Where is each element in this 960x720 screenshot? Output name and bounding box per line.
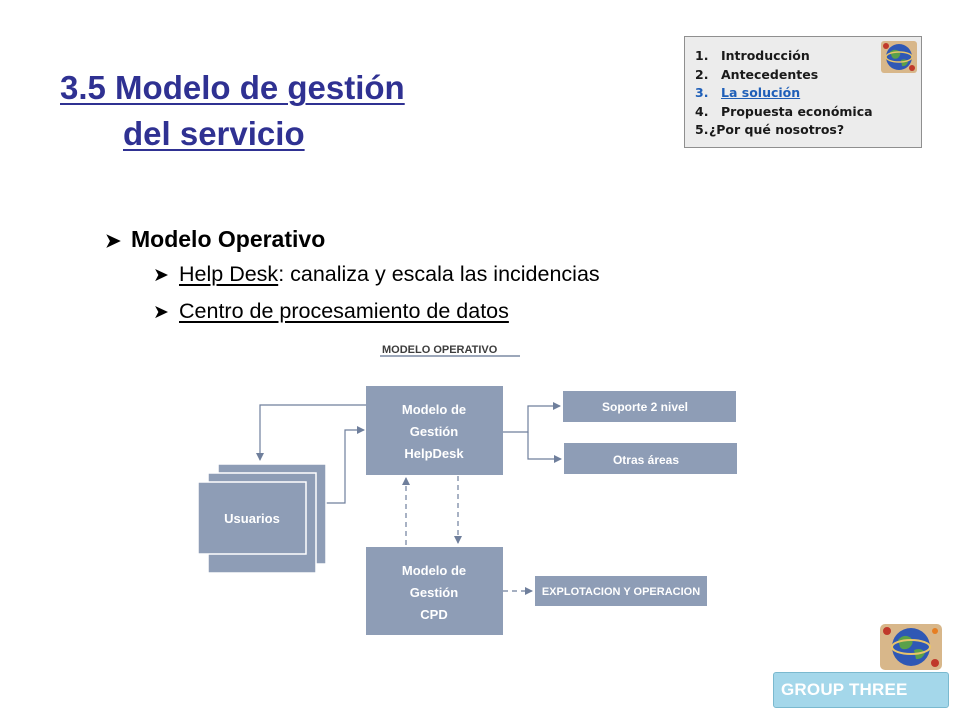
globe-logo-large-icon	[878, 622, 944, 672]
toc-item-label: Antecedentes	[721, 66, 819, 82]
usuarios-label: Usuarios	[224, 511, 280, 526]
toc-item-number: 2.	[695, 66, 709, 82]
toc-item-number: 4.	[695, 103, 709, 119]
group-three-badge: GROUP THREE	[773, 672, 949, 708]
toc-item-label: Propuesta económica	[721, 103, 873, 119]
toc-item-number: 5.	[695, 122, 709, 137]
otras-areas-label: Otras áreas	[612, 453, 680, 467]
explotacion-node	[535, 576, 707, 606]
page-title-line-2: del servicio	[123, 115, 305, 152]
connector-helpdesk-usuarios	[260, 405, 366, 460]
toc-item-label: Introducción	[721, 48, 810, 63]
arrow-bullet-icon: ➤	[153, 265, 169, 286]
arrow-bullet-icon: ➤	[153, 302, 169, 323]
soporte-label: Soporte 2 nivel	[601, 400, 689, 414]
explotacion-label: EXPLOTACION Y OPERACION	[541, 586, 701, 598]
soporte-node	[563, 391, 736, 422]
helpdesk-label-1: Modelo de	[401, 402, 467, 417]
cpd-label-2: Gestión	[409, 585, 459, 600]
page-title-line-1: 3.5 Modelo de gestión	[60, 69, 405, 106]
cpd-label-1: Modelo de	[401, 563, 467, 578]
toc-item-number: 1.	[695, 48, 709, 63]
arrow-bullet-icon: ➤	[105, 231, 121, 252]
toc-item-label: La solución	[721, 85, 801, 100]
helpdesk-label-3: HelpDesk	[404, 446, 464, 461]
toc-item-label: ¿Por qué nosotros?	[709, 122, 845, 137]
helpdesk-node	[366, 386, 503, 475]
connector-usuarios-helpdesk	[326, 430, 364, 503]
bullet-text: : canaliza y escala las incidencias	[278, 262, 600, 286]
toc-item-number: 3.	[695, 85, 709, 100]
bullet-text: Modelo Operativo	[131, 226, 326, 252]
help-desk-link[interactable]: Help Desk	[179, 262, 279, 286]
usuarios-node	[198, 464, 326, 573]
connector-helpdesk-soporte	[503, 406, 560, 432]
cpd-label-3: CPD	[420, 607, 448, 622]
centro-procesamiento-link[interactable]: Centro de procesamiento de datos	[179, 299, 509, 323]
helpdesk-label-2: Gestión	[409, 424, 459, 439]
otras-areas-node	[564, 443, 737, 474]
connector-helpdesk-otras	[528, 432, 561, 459]
cpd-node	[366, 547, 503, 635]
diagram-title: MODELO OPERATIVO	[382, 344, 498, 356]
